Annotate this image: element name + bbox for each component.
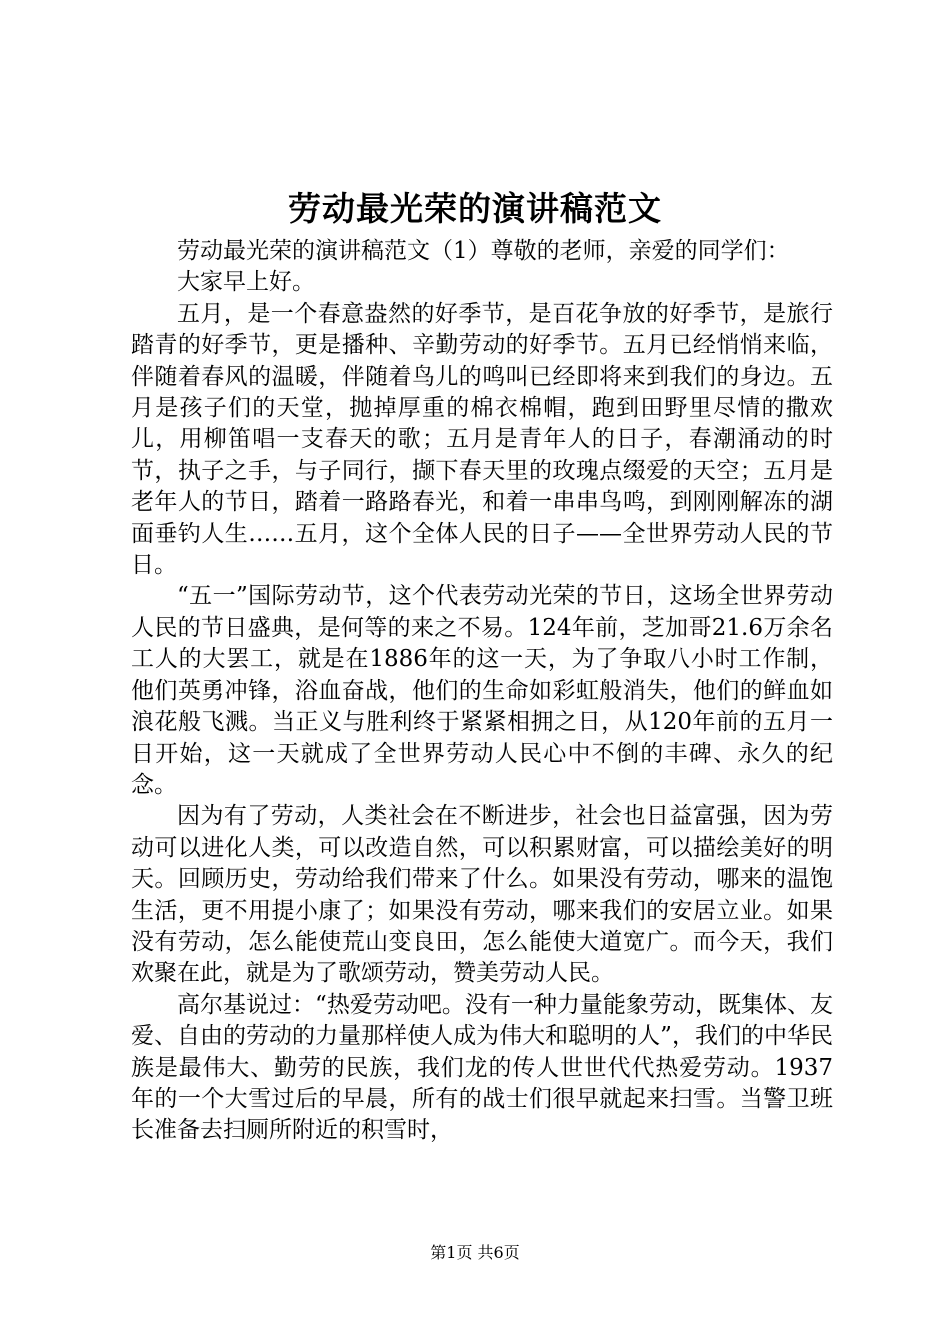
paragraph: 劳动最光荣的演讲稿范文（1）尊敬的老师，亲爱的同学们： — [177, 238, 790, 264]
paragraph: 大家早上好。 — [177, 269, 315, 296]
document-body — [131, 236, 833, 1147]
page-number-footer: 第1页 共6页 — [430, 1243, 520, 1262]
paragraph: 高尔基说过：“热爱劳动吧。没有一种力量能象劳动，既集体、友爱、自由的劳动的力量那样使人成为伟大和聪明的人”，我们的中华民族是最伟大、勤劳的民族，我们龙的传人世世代代热爱劳动。1937年的一个大雪过后的早晨，所有的战士们很早就起来扫雪。当警卫班长准备去扫厕所附近的积雪时， — [131, 991, 833, 1144]
paragraph: 因为有了劳动，人类社会在不断进步，社会也日益富强，因为劳动可以进化人类，可以改造自然，可以积累财富，可以描绘美好的明天。回顾历史，劳动给我们带来了什么。如果没有劳动，哪来的温饱生活，更不用提小康了；如果没有劳动，哪来我们的安居立业。如果没有劳动，怎么能使荒山变良田，怎么能使大道宽广。而今天，我们欢聚在此，就是为了歌颂劳动，赞美劳动人民。 — [131, 803, 833, 987]
paragraph: 五月，是一个春意盎然的好季节，是百花争放的好季节，是旅行踏青的好季节，更是播种、辛勤劳动的好季节。五月已经悄悄来临，伴随着春风的温暖，伴随着鸟儿的鸣叫已经即将来到我们的身边。五月是孩子们的天堂，抛掉厚重的棉衣棉帽，跑到田野里尽情的撒欢儿，用柳笛唱一支春天的歌；五月是青年人的日子，春潮涌动的时节，执子之手，与子同行，撷下春天里的玫瑰点缀爱的天空；五月是老年人的节日，踏着一路路春光，和着一串串鸟鸣，到刚刚解冻的湖面垂钓人生……五月，这个全体人民的日子——全世界劳动人民的节日。 — [131, 300, 833, 579]
document-title: 劳动最光荣的演讲稿范文 — [288, 189, 662, 228]
paragraph: “五一”国际劳动节，这个代表劳动光荣的节日，这场全世界劳动人民的节日盛典，是何等的来之不易。124年前，芝加哥21.6万余名工人的大罢工，就是在1886年的这一天，为了争取八小时工作制，他们英勇冲锋，浴血奋战，他们的生命如彩虹般消失，他们的鲜血如浪花般飞溅。当正义与胜利终于紧紧相拥之日，从120年前的五月一日开始，这一天就成了全世界劳动人民心中不倒的丰碑、永久的纪念。 — [131, 583, 833, 798]
